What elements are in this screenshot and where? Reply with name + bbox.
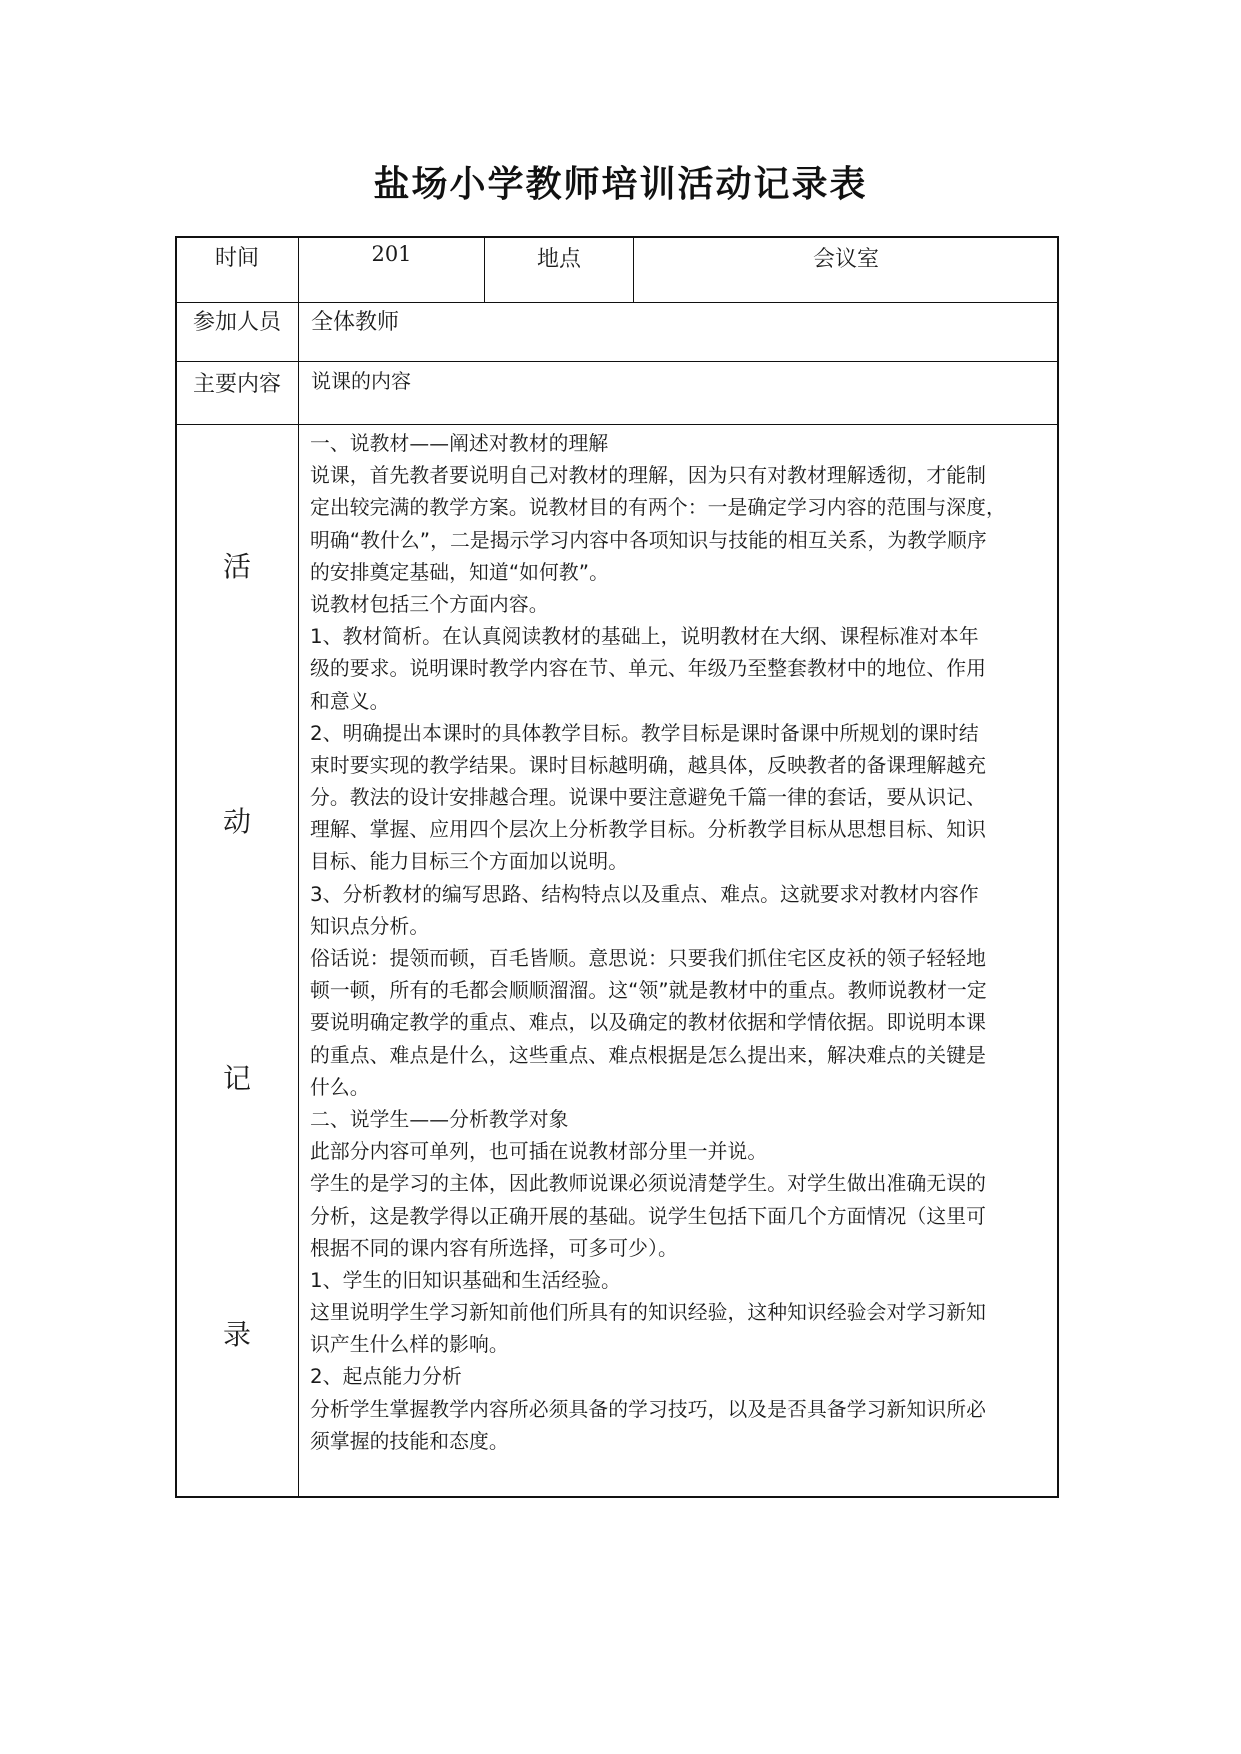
record-line: 2、明确提出本课时的具体教学目标。教学目标是课时备课中所规划的课时结 <box>310 721 979 745</box>
record-label-char: 记 <box>222 1062 251 1095</box>
record-line: 分析学生掌握教学内容所必须具备的学习技巧，以及是否具备学习新知识所必 <box>310 1397 986 1421</box>
record-line: 须掌握的技能和态度。 <box>310 1429 509 1453</box>
record-line: 目标、能力目标三个方面加以说明。 <box>310 850 629 874</box>
record-line: 一、说教材——阐述对教材的理解 <box>310 432 609 455</box>
time-label: 时间 <box>214 246 259 271</box>
record-line: 根据不同的课内容有所选择，可多可少）。 <box>310 1236 678 1260</box>
row-divider <box>175 302 1059 303</box>
record-line: 要说明确定教学的重点、难点，以及确定的教材依据和学情依据。即说明本课 <box>310 1011 986 1035</box>
record-line: 和意义。 <box>310 689 390 713</box>
record-line: 1、学生的旧知识基础和生活经验。 <box>310 1268 621 1292</box>
participants-label: 参加人员 <box>192 310 281 335</box>
record-line: 什么。 <box>310 1075 370 1099</box>
document-title: 盐场小学教师培训活动记录表 <box>373 163 868 205</box>
content-label: 主要内容 <box>192 372 281 397</box>
record-line: 明确“教什么”，二是揭示学习内容中各项知识与技能的相互关系，为教学顺序 <box>310 528 987 552</box>
record-label-char: 录 <box>222 1318 251 1351</box>
column-divider <box>298 236 299 1498</box>
record-label-char: 活 <box>222 550 251 583</box>
participants-value: 全体教师 <box>311 310 400 335</box>
record-line: 知识点分析。 <box>310 914 430 938</box>
record-line: 1、教材简析。在认真阅读教材的基础上，说明教材在大纲、课程标准对本年 <box>310 625 979 649</box>
record-line: 理解、掌握、应用四个层次上分析教学目标。分析教学目标从思想目标、知识 <box>310 818 986 842</box>
record-line: 的重点、难点是什么，这些重点、难点根据是怎么提出来，解决难点的关键是 <box>310 1043 986 1067</box>
record-line: 学生的是学习的主体，因此教师说课必须说清楚学生。对学生做出准确无误的 <box>310 1172 986 1196</box>
place-label: 地点 <box>536 247 581 272</box>
activity-record-text <box>310 428 1052 1458</box>
record-line: 2、起点能力分析 <box>310 1365 462 1389</box>
record-line: 二、说学生——分析教学对象 <box>310 1107 569 1131</box>
record-line: 分。教法的设计安排越合理。说课中要注意避免千篇一律的套话，要从识记、 <box>310 786 986 810</box>
record-line: 分析，这是教学得以正确开展的基础。说学生包括下面几个方面情况（这里可 <box>310 1204 986 1228</box>
record-line: 俗话说：提领而顿，百毛皆顺。意思说：只要我们抓住宅区皮袄的领子轻轻地 <box>310 947 986 970</box>
place-value: 会议室 <box>812 247 879 272</box>
row-divider <box>175 361 1059 362</box>
record-line: 说课，首先教者要说明自己对教材的理解，因为只有对教材理解透彻，才能制 <box>310 464 986 488</box>
content-value: 说课的内容 <box>311 369 411 393</box>
record-line: 顿一顿，所有的毛都会顺顺溜溜。这“领”就是教材中的重点。教师说教材一定 <box>310 979 987 1003</box>
record-line: 定出较完满的教学方案。说教材目的有两个：一是确定学习内容的范围与深度， <box>310 496 1006 520</box>
record-line: 的安排奠定基础，知道“如何教”。 <box>310 560 610 584</box>
record-line: 说教材包括三个方面内容。 <box>310 592 549 616</box>
record-label-char: 动 <box>222 805 251 838</box>
record-line: 束时要实现的教学结果。课时目标越明确，越具体，反映教者的备课理解越充 <box>310 753 986 777</box>
record-line: 3、分析教材的编写思路、结构特点以及重点、难点。这就要求对教材内容作 <box>310 882 979 906</box>
record-line: 这里说明学生学习新知前他们所具有的知识经验，这种知识经验会对学习新知 <box>310 1301 986 1325</box>
record-line: 级的要求。说明课时教学内容在节、单元、年级乃至整套教材中的地位、作用 <box>310 657 986 681</box>
row-divider <box>175 424 1059 425</box>
time-value: 201 <box>371 242 412 266</box>
record-line: 此部分内容可单列，也可插在说教材部分里一并说。 <box>310 1140 768 1164</box>
record-line: 识产生什么样的影响。 <box>310 1333 509 1357</box>
